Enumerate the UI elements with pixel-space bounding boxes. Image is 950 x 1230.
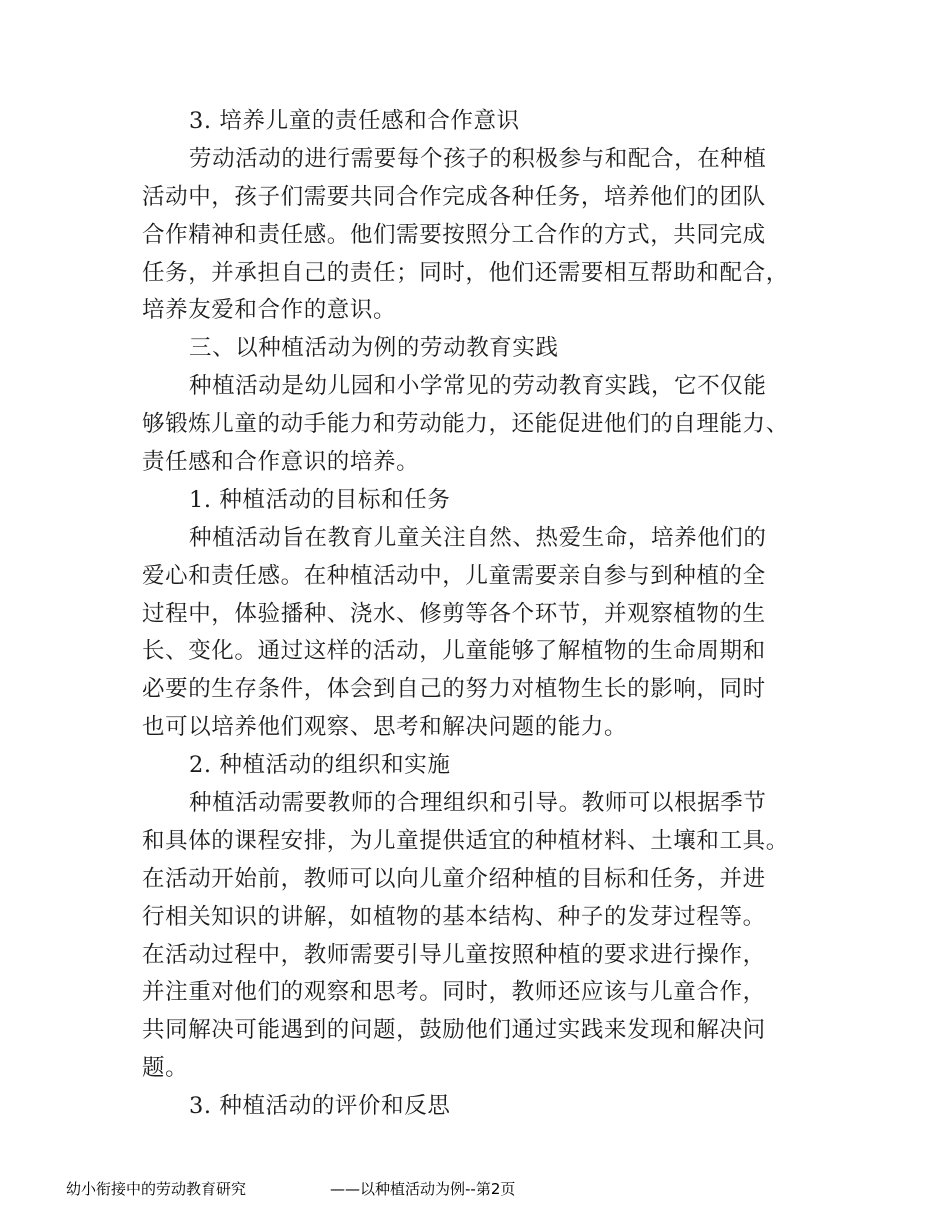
footer-document-title: 幼小衔接中的劳动教育研究 <box>66 1180 247 1198</box>
section-heading: 2. 种植活动的组织和实施 <box>189 752 451 779</box>
paragraph-line: 种植活动是幼儿园和小学常见的劳动教育实践，它不仅能 <box>189 373 767 400</box>
paragraph-line: 合作精神和责任感。他们需要按照分工合作的方式，共同完成 <box>142 221 766 248</box>
paragraph-line: 也可以培养他们观察、思考和解决问题的能力。 <box>142 714 628 741</box>
document-body <box>142 103 832 1126</box>
paragraph-line: 劳动活动的进行需要每个孩子的积极参与和配合，在种植 <box>189 145 767 172</box>
section-heading: 3. 种植活动的评价和反思 <box>189 1093 451 1120</box>
paragraph-line: 种植活动旨在教育儿童关注自然、热爱生命，培养他们的 <box>189 524 767 551</box>
paragraph-line: 在活动过程中，教师需要引导儿童按照种植的要求进行操作， <box>142 941 766 968</box>
paragraph-line: 任务，并承担自己的责任；同时，他们还需要相互帮助和配合， <box>142 259 789 286</box>
paragraph-line: 过程中，体验播种、浇水、修剪等各个环节，并观察植物的生 <box>142 600 766 627</box>
paragraph-line: 活动中，孩子们需要共同合作完成各种任务，培养他们的团队 <box>142 183 766 210</box>
paragraph-line: 长、变化。通过这样的活动，儿童能够了解植物的生命周期和 <box>142 638 766 665</box>
paragraph-line: 责任感和合作意识的培养。 <box>142 449 420 476</box>
paragraph-line: 共同解决可能遇到的问题，鼓励他们通过实践来发现和解决问 <box>142 1017 766 1044</box>
paragraph-line: 并注重对他们的观察和思考。同时，教师还应该与儿童合作， <box>142 979 766 1006</box>
paragraph-line: 和具体的课程安排，为儿童提供适宜的种植材料、土壤和工具。 <box>142 827 789 854</box>
paragraph-line: 培养友爱和合作的意识。 <box>142 297 397 324</box>
paragraph-line: 行相关知识的讲解，如植物的基本结构、种子的发芽过程等。 <box>142 903 766 930</box>
section-heading: 1. 种植活动的目标和任务 <box>189 486 451 513</box>
section-heading: 三、以种植活动为例的劳动教育实践 <box>189 335 559 362</box>
section-heading: 3. 培养儿童的责任感和合作意识 <box>189 108 520 134</box>
paragraph-line: 必要的生存条件，体会到自己的努力对植物生长的影响，同时 <box>142 676 766 703</box>
paragraph-line: 在活动开始前，教师可以向儿童介绍种植的目标和任务，并进 <box>142 865 766 892</box>
paragraph-line: 题。 <box>142 1055 189 1082</box>
footer-page-number: ——以种植活动为例--第2页 <box>330 1180 516 1198</box>
paragraph-line: 种植活动需要教师的合理组织和引导。教师可以根据季节 <box>189 790 767 817</box>
paragraph-line: 够锻炼儿童的动手能力和劳动能力，还能促进他们的自理能力、 <box>142 411 789 438</box>
paragraph-line: 爱心和责任感。在种植活动中，儿童需要亲自参与到种植的全 <box>142 562 766 589</box>
